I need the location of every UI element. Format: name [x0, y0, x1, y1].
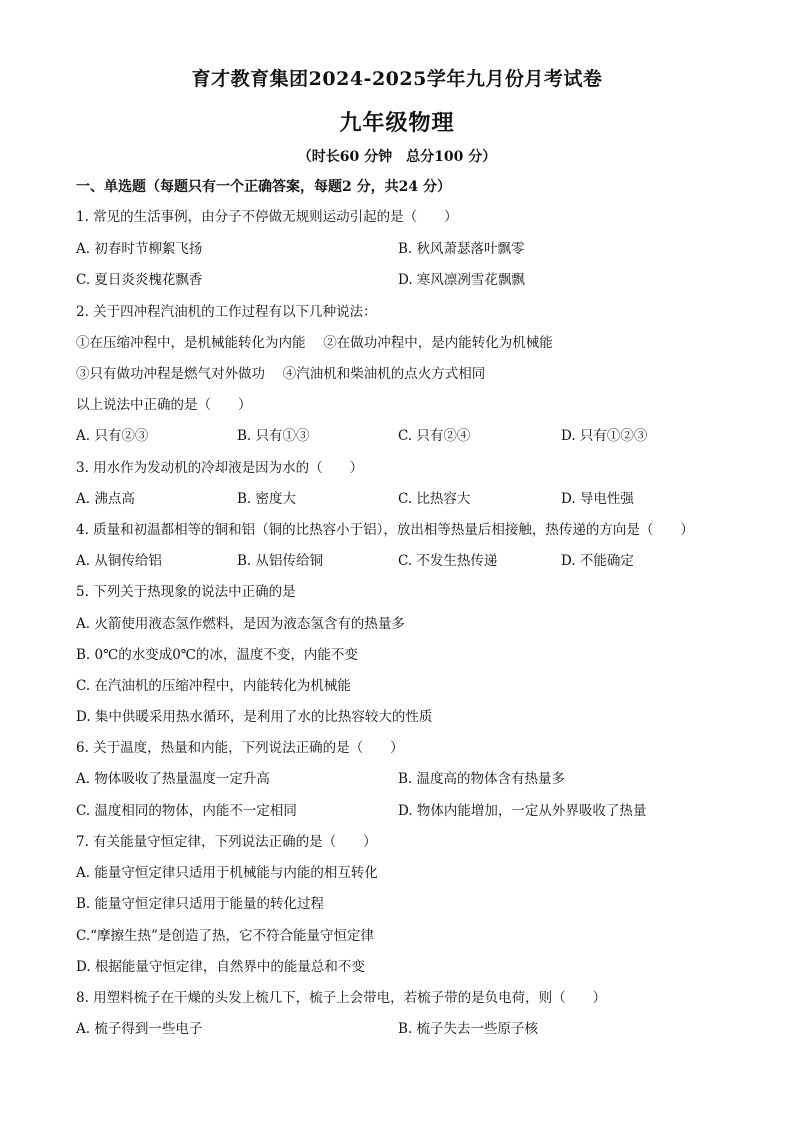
- option-b: B. 只有①③: [237, 428, 310, 444]
- question-stem: 3. 用水作为发动机的冷却液是因为水的（ ）: [76, 460, 364, 476]
- exam-meta: （时长60 分钟 总分100 分）: [297, 149, 497, 165]
- option-a: A. 物体吸收了热量温度一定升高: [76, 771, 270, 787]
- option-a: A. 只有②③: [76, 428, 149, 444]
- option-d: D. 集中供暖采用热水循环，是利用了水的比热容较大的性质: [76, 709, 433, 725]
- exam-subtitle: 九年级物理: [339, 110, 455, 136]
- option-b: B. 密度大: [237, 491, 297, 507]
- option-d: D. 寒风凛冽雪花飘飘: [398, 272, 525, 288]
- statement-line: ③只有做功冲程是燃气对外做功 ④汽油机和柴油机的点火方式相同: [76, 366, 486, 382]
- option-a: A. 火箭使用液态氢作燃料，是因为液态氢含有的热量多: [76, 616, 405, 632]
- option-d: D. 根据能量守恒定律，自然界中的能量总和不变: [76, 959, 365, 975]
- exam-title: 育才教育集团2024-2025学年九月份月考试卷: [191, 68, 603, 90]
- option-b: B. 从铝传给铜: [237, 553, 324, 569]
- question-stem: 2. 关于四冲程汽油机的工作过程有以下几种说法：: [76, 304, 377, 320]
- option-c: C. 比热容大: [398, 491, 471, 507]
- option-b: B. 0℃的水变成0℃的冰，温度不变，内能不变: [76, 647, 358, 663]
- section-heading: 一、单选题（每题只有一个正确答案，每题2 分，共24 分）: [76, 179, 451, 195]
- option-a: A. 梳子得到一些电子: [76, 1021, 203, 1037]
- question-stem: 4. 质量和初温都相等的铜和铝（铜的比热容小于铝），放出相等热量后相接触，热传递的方向是（ ）: [76, 522, 694, 538]
- option-d: D. 不能确定: [561, 553, 634, 569]
- option-a: A. 初春时节柳絮飞扬: [76, 241, 203, 257]
- option-c: C. 在汽油机的压缩冲程中，内能转化为机械能: [76, 678, 351, 694]
- option-c: C. 温度相同的物体，内能不一定相同: [76, 803, 297, 819]
- question-stem: 1. 常见的生活事例，由分子不停做无规则运动引起的是（ ）: [76, 209, 458, 225]
- option-c: C.“摩擦生热”是创造了热，它不符合能量守恒定律: [76, 928, 374, 944]
- option-b: B. 秋风萧瑟落叶飘零: [398, 241, 525, 257]
- option-b: B. 温度高的物体含有热量多: [398, 771, 566, 787]
- option-b: B. 梳子失去一些原子核: [398, 1021, 539, 1037]
- option-c: C. 只有②④: [398, 428, 471, 444]
- option-d: D. 导电性强: [561, 491, 634, 507]
- question-stem: 6. 关于温度，热量和内能，下列说法正确的是（ ）: [76, 740, 404, 756]
- option-c: C. 夏日炎炎槐花飘香: [76, 272, 203, 288]
- option-c: C. 不发生热传递: [398, 553, 498, 569]
- option-b: B. 能量守恒定律只适用于能量的转化过程: [76, 896, 325, 912]
- statement-line: ①在压缩冲程中，是机械能转化为内能 ②在做功冲程中，是内能转化为机械能: [76, 335, 553, 351]
- option-a: A. 沸点高: [76, 491, 135, 507]
- question-stem: 5. 下列关于热现象的说法中正确的是: [76, 584, 296, 600]
- option-a: A. 能量守恒定律只适用于机械能与内能的相互转化: [76, 865, 378, 881]
- option-a: A. 从铜传给铝: [76, 553, 162, 569]
- option-d: D. 物体内能增加，一定从外界吸收了热量: [398, 803, 647, 819]
- option-d: D. 只有①②③: [561, 428, 648, 444]
- question-stem: 7. 有关能量守恒定律，下列说法正确的是（ ）: [76, 834, 377, 850]
- question-prompt: 以上说法中正确的是（ ）: [76, 397, 252, 413]
- question-stem: 8. 用塑料梳子在干燥的头发上梳几下，梳子上会带电，若梳子带的是负电荷，则（ ）: [76, 990, 607, 1006]
